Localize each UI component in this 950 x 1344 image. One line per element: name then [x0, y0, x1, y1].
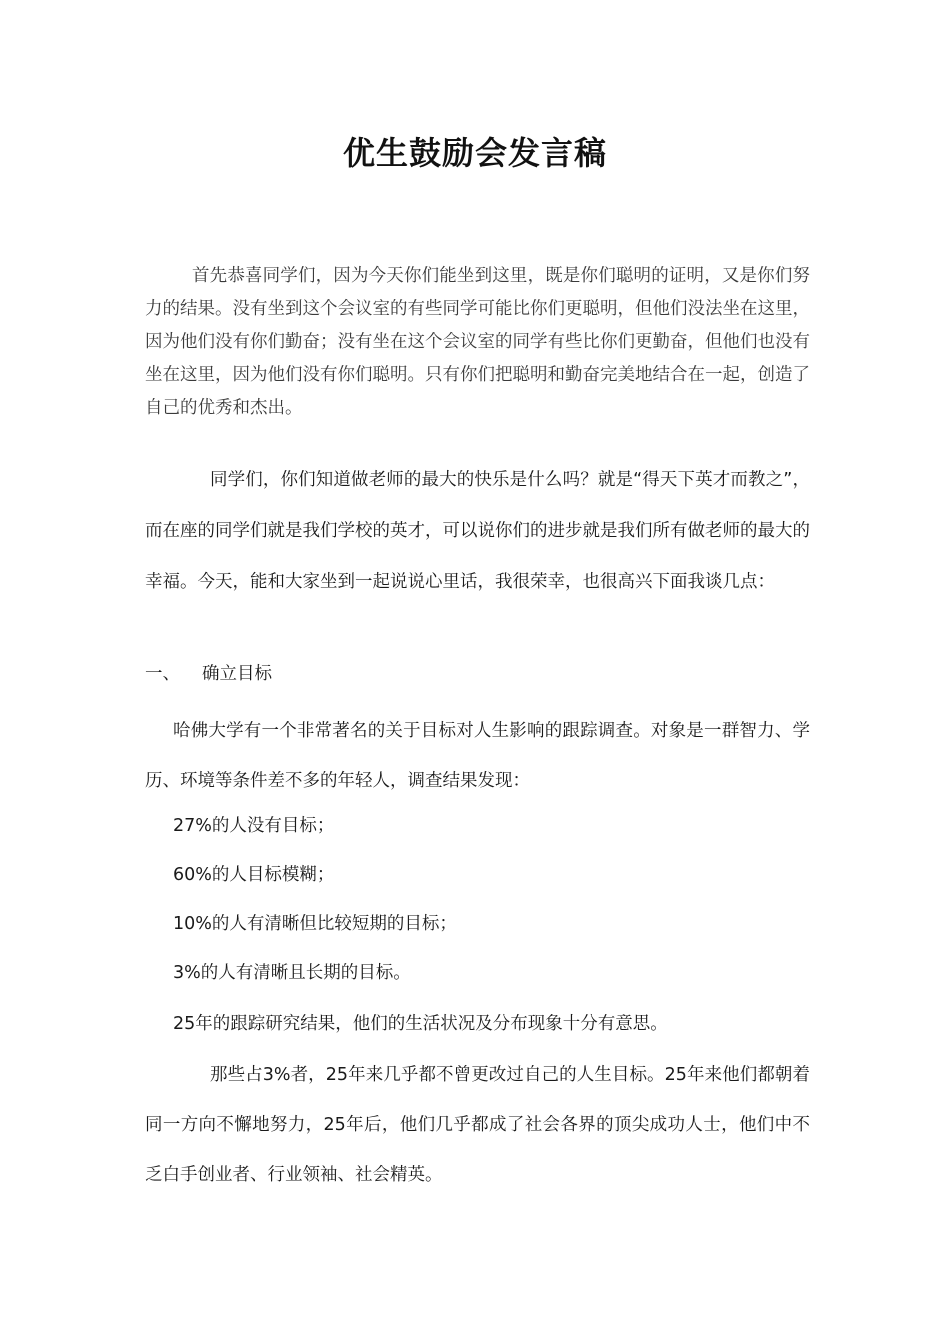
section-number: 一、 — [145, 664, 180, 684]
paragraph-harvard-study: 哈佛大学有一个非常著名的关于目标对人生影响的跟踪调查。对象是一群智力、学历、环境等条件差不多的年轻人，调查结果发现： — [145, 721, 810, 791]
stat-line: 10%的人有清晰但比较短期的目标； — [173, 914, 457, 934]
paragraph-teachers-joy: 同学们，你们知道做老师的最大的快乐是什么吗？就是“得天下英才而教之”，而在座的同学们就是我们学校的英才，可以说你们的进步就是我们所有做老师的最大的幸福。今天，能和大家坐到一起说说心里话，我很荣幸，也很高兴下面我谈几点： — [145, 470, 810, 592]
stat-line: 25年的跟踪研究结果，他们的生活状况及分布现象十分有意思。 — [173, 1014, 668, 1034]
stat-line: 60%的人目标模糊； — [173, 865, 335, 885]
stat-line: 27%的人没有目标； — [173, 816, 335, 836]
section-heading: 确立目标 — [202, 664, 272, 684]
stat-line: 3%的人有清晰且长期的目标。 — [173, 963, 411, 983]
document-title: 优生鼓励会发言稿 — [342, 134, 607, 172]
paragraph-intro: 首先恭喜同学们，因为今天你们能坐到这里，既是你们聪明的证明，又是你们努力的结果。没有坐到这个会议室的有些同学可能比你们更聪明，但他们没法坐在这里，因为他们没有你们勤奋；没有坐在这个会议室的同学有些比你们更勤奋，但他们也没有坐在这里，因为他们没有你们聪明。只有你们把聪明和勤奋完美地结合在一起，创造了自己的优秀和杰出。 — [145, 266, 810, 418]
paragraph-three-percent: 那些占3%者，25年来几乎都不曾更改过自己的人生目标。25年来他们都朝着同一方向不懈地努力，25年后，他们几乎都成了社会各界的顶尖成功人士，他们中不乏白手创业者、行业领袖、社会精英。 — [145, 1065, 810, 1185]
